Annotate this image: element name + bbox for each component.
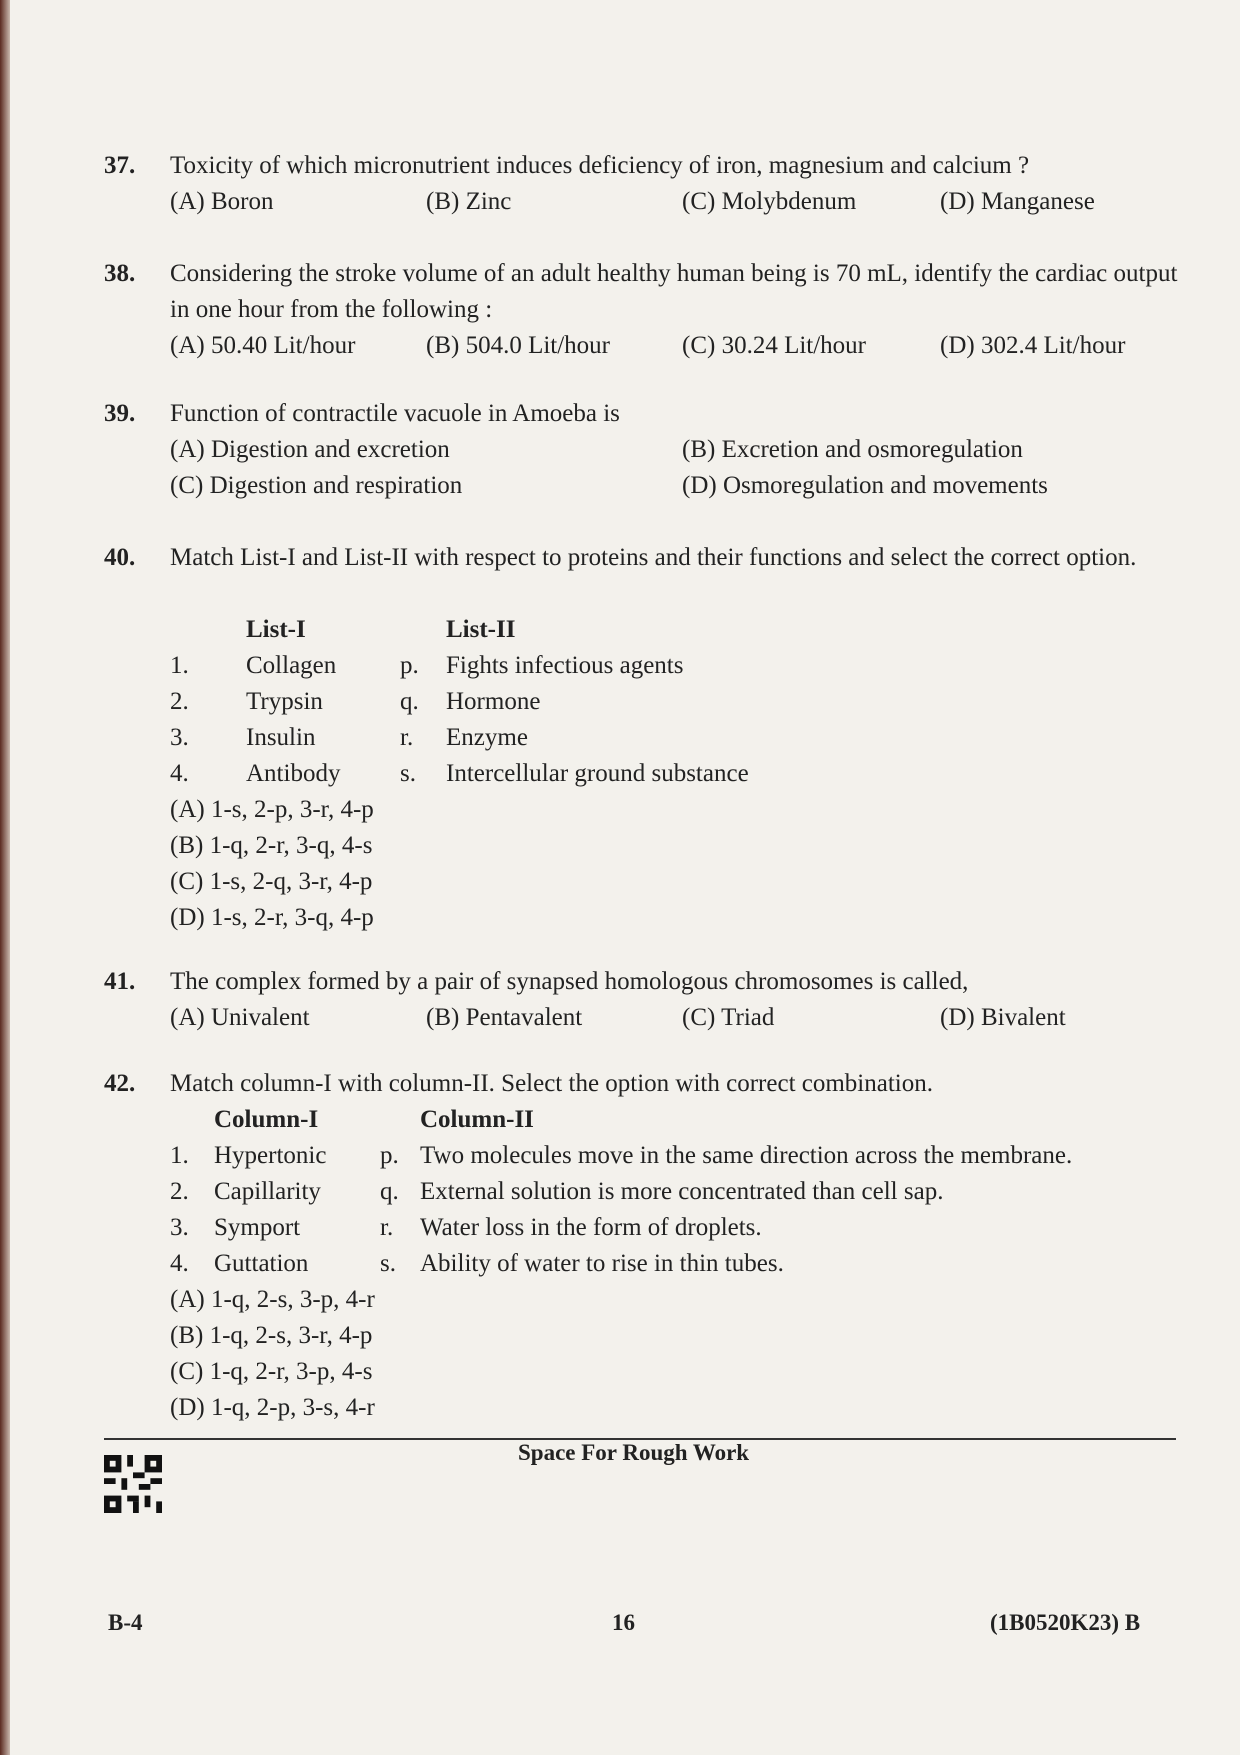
- match-table: [170, 612, 1180, 792]
- question-37: [104, 148, 1184, 228]
- option-a: (A) Univalent: [170, 1004, 310, 1031]
- options-row: [170, 184, 1180, 220]
- option-b: (B) Zinc: [426, 188, 512, 215]
- column-2-item: Two molecules move in the same direction across the membrane.: [420, 1142, 1073, 1169]
- option-c: (C) 30.24 Lit/hour: [682, 332, 867, 359]
- list-2-header: List-II: [446, 616, 516, 643]
- question-number: 40.: [104, 544, 136, 571]
- question-text: Match List-I and List-II with respect to proteins and their functions and select the correct option.: [170, 544, 1137, 571]
- option-c: (C) 1-s, 2-q, 3-r, 4-p: [170, 868, 373, 895]
- row-number: 1.: [170, 652, 189, 679]
- row-number: 2.: [170, 1178, 189, 1205]
- list-2-letter: q.: [400, 688, 419, 715]
- option-a: (A) 1-q, 2-s, 3-p, 4-r: [170, 1286, 375, 1313]
- option-b: (B) Pentavalent: [426, 1004, 583, 1031]
- option-a: (A) Boron: [170, 188, 274, 215]
- option-d: (D) 1-q, 2-p, 3-s, 4-r: [170, 1394, 375, 1421]
- options-row: [170, 432, 1180, 468]
- option-b: (B) 1-q, 2-r, 3-q, 4-s: [170, 832, 373, 859]
- question-41: [104, 964, 1184, 1040]
- option-c: (C) Molybdenum: [682, 188, 857, 215]
- question-number: 42.: [104, 1070, 136, 1097]
- match-table: [170, 1102, 1180, 1282]
- list-2-letter: p.: [400, 652, 419, 679]
- list-2-item: Intercellular ground substance: [446, 760, 749, 787]
- list-1-item: Collagen: [246, 652, 337, 679]
- list-2-letter: s.: [400, 760, 416, 787]
- options-row: [170, 328, 1180, 364]
- column-2-item: Water loss in the form of droplets.: [420, 1214, 762, 1241]
- qr-code-icon: [104, 1455, 162, 1513]
- option-c: (C) Digestion and respiration: [170, 472, 463, 499]
- option-a: (A) 1-s, 2-p, 3-r, 4-p: [170, 796, 374, 823]
- list-1-item: Insulin: [246, 724, 316, 751]
- question-number: 37.: [104, 152, 136, 179]
- row-number: 4.: [170, 760, 189, 787]
- question-number: 39.: [104, 400, 136, 427]
- column-1-item: Capillarity: [214, 1178, 321, 1205]
- rough-work-label: Space For Rough Work: [518, 1440, 750, 1465]
- booklet-code: B-4: [108, 1610, 143, 1635]
- column-1-header: Column-I: [214, 1106, 319, 1133]
- column-1-item: Symport: [214, 1214, 301, 1241]
- list-1-item: Antibody: [246, 760, 341, 787]
- column-1-item: Hypertonic: [214, 1142, 327, 1169]
- question-text: Toxicity of which micronutrient induces deficiency of iron, magnesium and calcium ?: [170, 152, 1030, 179]
- row-number: 3.: [170, 1214, 189, 1241]
- question-number: 41.: [104, 968, 136, 995]
- option-d: (D) Manganese: [940, 188, 1095, 215]
- option-b: (B) Excretion and osmoregulation: [682, 436, 1023, 463]
- question-38: [104, 256, 1184, 366]
- column-2-letter: p.: [380, 1142, 399, 1169]
- option-d: (D) Bivalent: [940, 1004, 1066, 1031]
- list-2-item: Fights infectious agents: [446, 652, 684, 679]
- paper-code: (1B0520K23) B: [990, 1610, 1141, 1635]
- option-b: (B) 504.0 Lit/hour: [426, 332, 611, 359]
- options-row: [170, 1000, 1180, 1036]
- question-42: [104, 1066, 1184, 1426]
- question-text: Considering the stroke volume of an adult healthy human being is 70 mL, identify the cardiac output in one hour from the following :: [170, 260, 1178, 323]
- page-edge: [0, 0, 10, 1755]
- option-d: (D) Osmoregulation and movements: [682, 472, 1048, 499]
- list-2-item: Hormone: [446, 688, 541, 715]
- column-2-header: Column-II: [420, 1106, 534, 1133]
- list-2-item: Enzyme: [446, 724, 528, 751]
- question-number: 38.: [104, 260, 136, 287]
- list-2-letter: r.: [400, 724, 414, 751]
- column-1-item: Guttation: [214, 1250, 309, 1277]
- row-number: 3.: [170, 724, 189, 751]
- option-a: (A) 50.40 Lit/hour: [170, 332, 356, 359]
- question-39: [104, 396, 1184, 506]
- row-number: 4.: [170, 1250, 189, 1277]
- column-2-letter: s.: [380, 1250, 396, 1277]
- question-text: The complex formed by a pair of synapsed homologous chromosomes is called,: [170, 968, 969, 995]
- question-40: [104, 540, 1184, 940]
- option-d: (D) 1-s, 2-r, 3-q, 4-p: [170, 904, 374, 931]
- column-2-item: Ability of water to rise in thin tubes.: [420, 1250, 784, 1277]
- question-text: Function of contractile vacuole in Amoeba is: [170, 400, 620, 427]
- row-number: 2.: [170, 688, 189, 715]
- question-text: Match column-I with column-II. Select the option with correct combination.: [170, 1070, 933, 1097]
- option-c: (C) 1-q, 2-r, 3-p, 4-s: [170, 1358, 373, 1385]
- column-2-item: External solution is more concentrated than cell sap.: [420, 1178, 944, 1205]
- options-row: [170, 468, 1180, 504]
- list-1-header: List-I: [246, 616, 306, 643]
- option-a: (A) Digestion and excretion: [170, 436, 450, 463]
- option-c: (C) Triad: [682, 1004, 775, 1031]
- column-2-letter: r.: [380, 1214, 394, 1241]
- list-1-item: Trypsin: [246, 688, 323, 715]
- column-2-letter: q.: [380, 1178, 399, 1205]
- option-b: (B) 1-q, 2-s, 3-r, 4-p: [170, 1322, 373, 1349]
- row-number: 1.: [170, 1142, 189, 1169]
- option-d: (D) 302.4 Lit/hour: [940, 332, 1126, 359]
- page-number: 16: [612, 1610, 635, 1635]
